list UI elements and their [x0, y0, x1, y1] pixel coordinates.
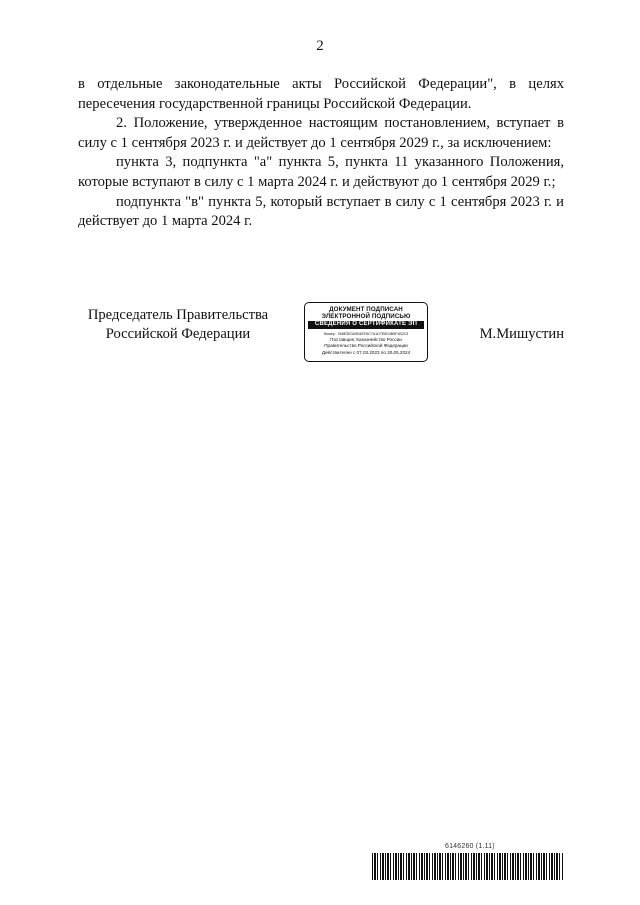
body-paragraph: пункта 3, подпункта "а" пункта 5, пункта 11 указанного Положения, которые вступают в силу с 1 марта 2024 г. и действуют до 1 сентября 2029 г.; — [78, 154, 564, 190]
page-number: 2 — [316, 38, 324, 54]
stamp-title: ЭЛЕКТРОННОЙ ПОДПИСЬЮ — [321, 313, 411, 321]
body-paragraph: подпункта "в" пункта 5, который вступает в силу с 1 сентября 2023 г. и действует до 1 марта 2024 г. — [78, 193, 564, 230]
body-paragraph: в отдельные законодательные акты Российской Федерации", в целях пересечения государственной границы Российской Федерации. — [78, 76, 564, 112]
signatory-position — [78, 306, 278, 344]
stamp-serial-value: 008E3E0A9D4EF6C7A1D7E6D3B9F1B2C3 — [337, 331, 409, 336]
stamp-owner: Правительство Российской Федерации — [324, 343, 408, 349]
electronic-signature-stamp — [304, 302, 428, 362]
document-body — [78, 75, 564, 232]
barcode-icon — [372, 853, 564, 880]
stamp-title: ДОКУМЕНТ ПОДПИСАН — [329, 306, 403, 313]
stamp-serial-label: Номер: — [323, 331, 336, 336]
position-line: Российской Федерации — [105, 326, 251, 342]
body-paragraph: 2. Положение, утвержденное настоящим постановлением, вступает в силу с 1 сентября 2023 г. и действует до 1 сентября 2029 г., за исключением: — [78, 115, 564, 151]
stamp-validity: Действителен с 07.03.2023 по 30.05.2024 — [321, 349, 411, 355]
document-code: 6146260 (1.11) — [445, 843, 495, 850]
stamp-issuer: Поставщик: Казначейство России — [330, 337, 402, 343]
stamp-certificate-band: СВЕДЕНИЯ О СЕРТИФИКАТЕ ЭП — [308, 321, 424, 329]
position-line: Председатель Правительства — [87, 307, 269, 323]
signer-name: М.Мишустин — [479, 326, 564, 342]
